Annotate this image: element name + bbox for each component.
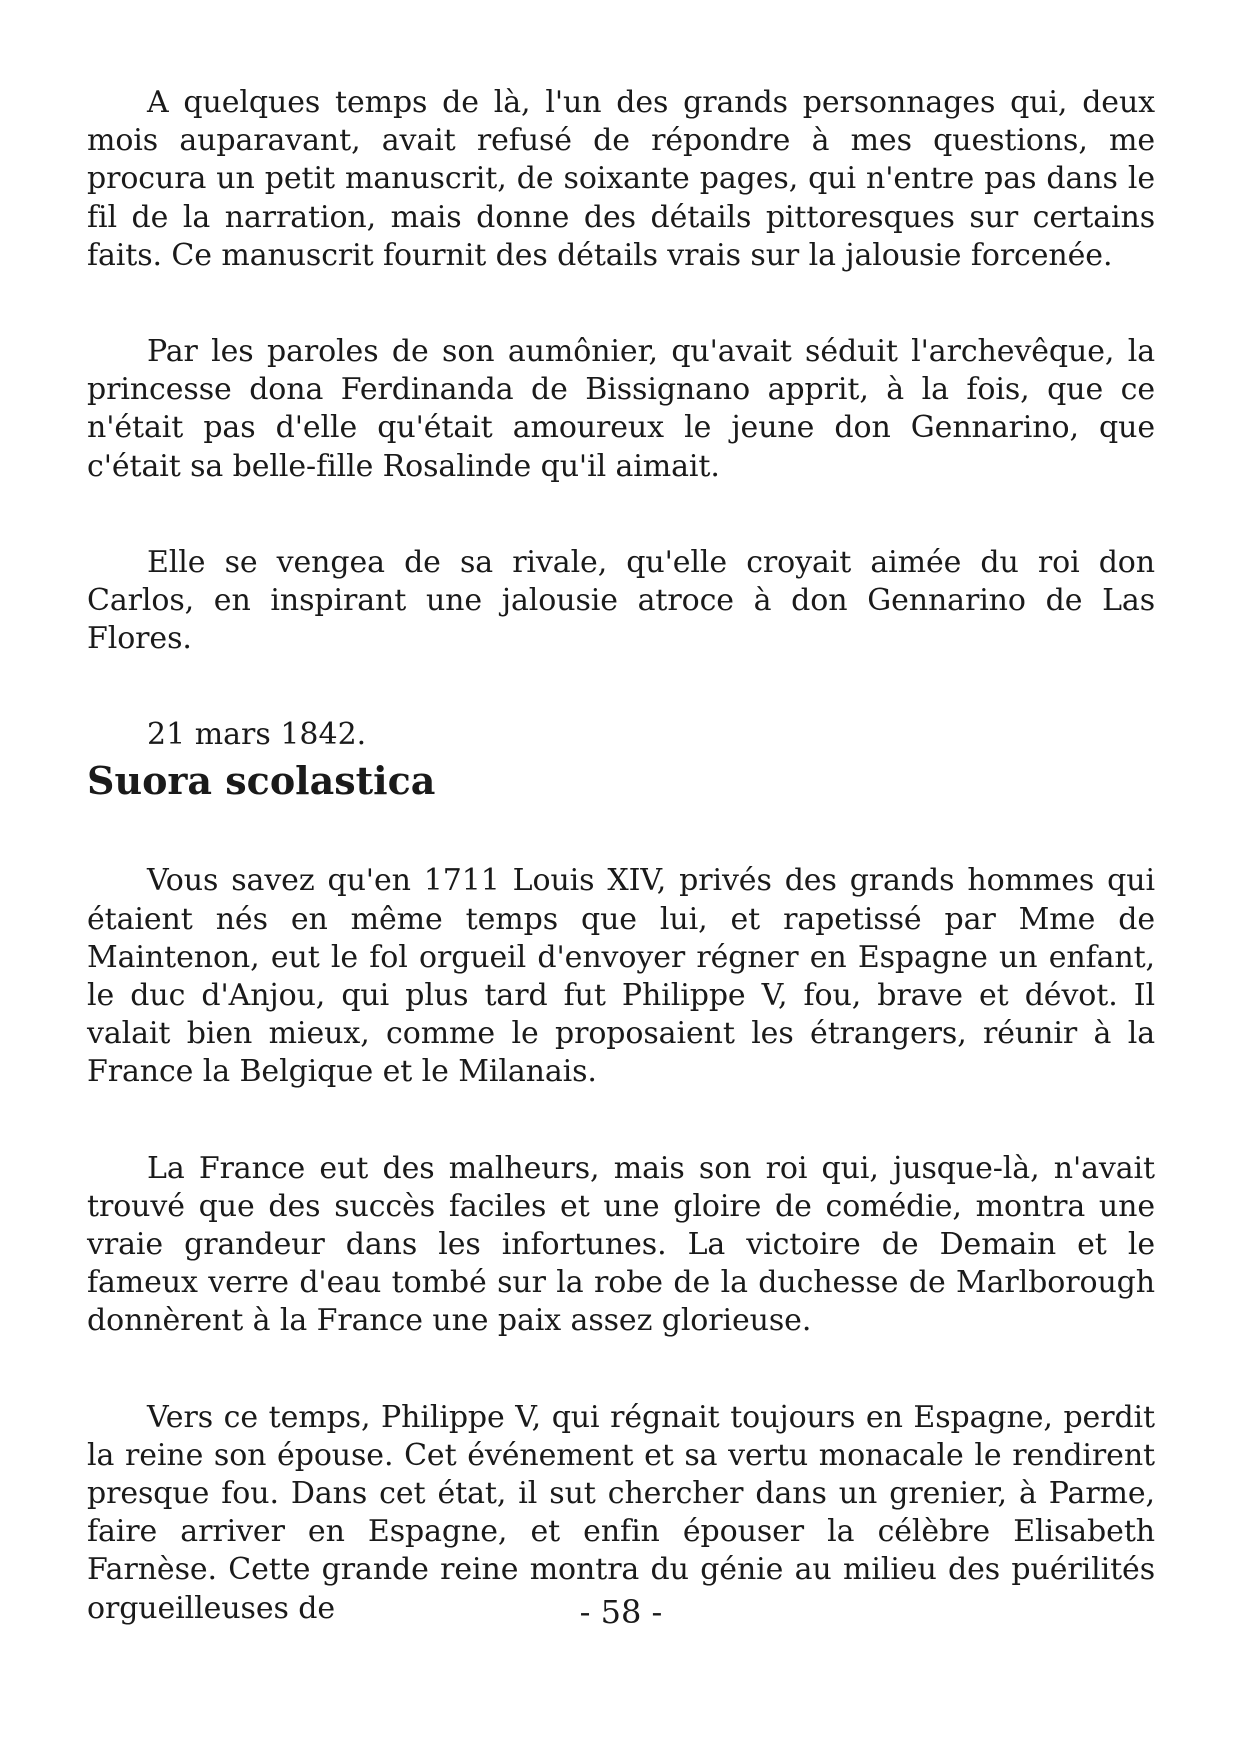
paragraph-gap [87,804,1155,862]
paragraph-gap [87,1341,1155,1399]
paragraph-gap [87,658,1155,716]
paragraph-philippe-v: Vers ce temps, Philippe V, qui régnait toujours en Espagne, perdit la reine son épouse. Cet événement et sa vertu monacale le rendirent presque fou. Dans cet état, il sut chercher dans un grenier, à Parme, faire arriver en Espagne, et enfin épouser la célèbre Elisabeth Farnèse. Cette grande reine montra du génie au milieu des puérilités orgueilleuses de [87,1399,1155,1626]
paragraph-gap [87,1092,1155,1150]
paragraph-malheurs: La France eut des malheurs, mais son roi qui, jusque-là, n'avait trouvé que des succès faciles et une gloire de comédie, montra une vraie grandeur dans les infortunes. La victoire de Demain et le fameux verre d'eau tombé sur la robe de la duchesse de Marlborough donnèrent à la France une paix assez glorieuse. [87,1150,1155,1339]
paragraph-louis-xiv: Vous savez qu'en 1711 Louis XIV, privés des grands hommes qui étaient nés en même temps que lui, et rapetissé par Mme de Maintenon, eut le fol orgueil d'envoyer régner en Espagne un enfant, le duc d'Anjou, qui plus tard fut Philippe V, fou, brave et dévot. Il valait bien mieux, comme le proposaient les étrangers, réunir à la France la Belgique et le Milanais. [87,863,1155,1090]
paragraph-vengeance: Elle se vengea de sa rivale, qu'elle croyait aimée du roi don Carlos, en inspirant une jalousie atroce à don Gennarino de Las Flores. [87,544,1155,657]
paragraph-aumonier: Par les paroles de son aumônier, qu'avait séduit l'archevêque, la princesse dona Ferdinanda de Bissignano apprit, à la fois, que ce n'était pas d'elle qu'était amoureux le jeune don Gennarino, que c'était sa belle-fille Rosalinde qu'il aimait. [87,334,1155,484]
page-body [87,84,1155,1628]
paragraph-gap [87,275,1155,333]
paragraph-manuscrit: A quelques temps de là, l'un des grands personnages qui, deux mois auparavant, avait refusé de répondre à mes questions, me procura un petit manuscrit, de soixante pages, qui n'entre pas dans le fil de la narration, mais donne des détails pittoresques sur certains faits. Ce manuscrit fournit des détails vrais sur la jalousie forcenée. [87,85,1155,273]
date-line: 21 mars 1842. [147,717,367,753]
section-title: Suora scolastica [87,758,436,804]
paragraph-gap [87,486,1155,544]
page-number: - 58 - [579,1593,663,1631]
